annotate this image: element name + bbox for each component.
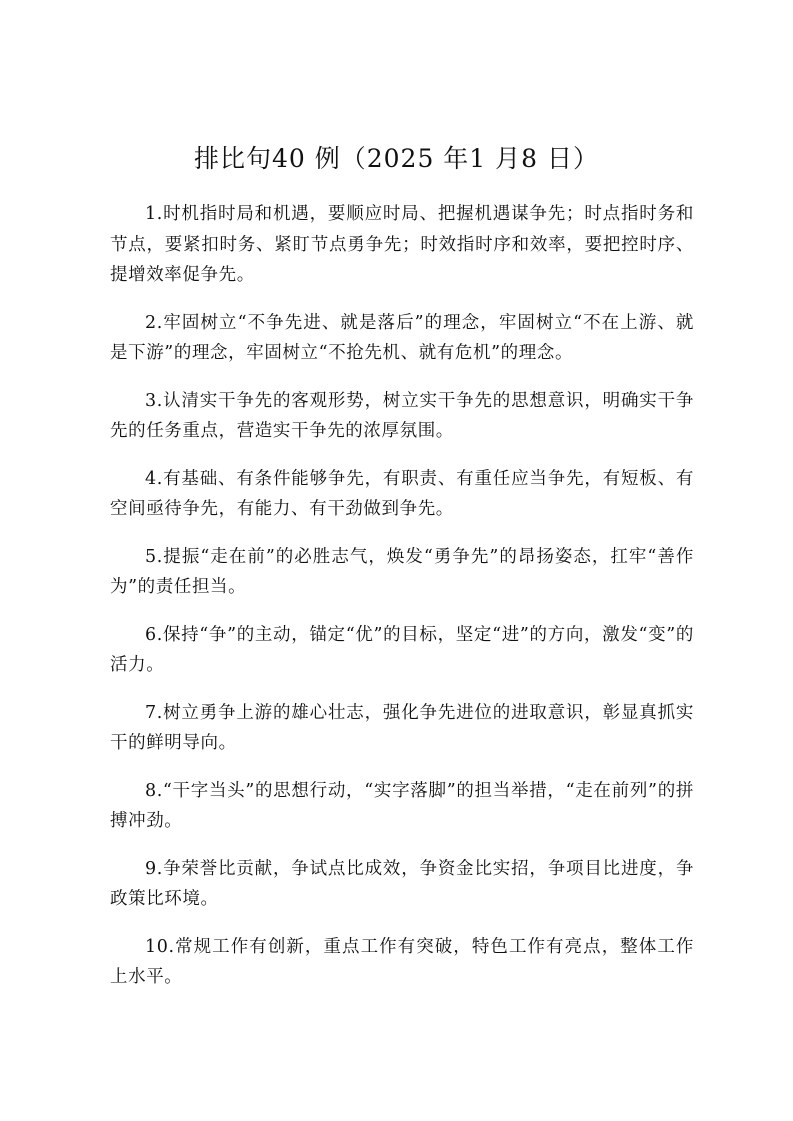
- list-item: 1.时机指时局和机遇，要顺应时局、把握机遇谋争先；时点指时务和节点，要紧扣时务、紧盯节点勇争先；时效指时序和效率，要把控时序、提增效率促争先。: [110, 204, 694, 285]
- sentence-list: [110, 199, 694, 1010]
- list-item: 9.争荣誉比贡献，争试点比成效，争资金比实招，争项目比进度，争政策比环境。: [110, 858, 694, 909]
- list-item: 10.常规工作有创新，重点工作有突破，特色工作有亮点，整体工作上水平。: [110, 936, 694, 987]
- list-item: 4.有基础、有条件能够争先，有职责、有重任应当争先，有短板、有空间亟待争先，有能力、有干劲做到争先。: [110, 468, 694, 519]
- list-item: 8.“干字当头”的思想行动，“实字落脚”的担当举措，“走在前列”的拼搏冲劲。: [110, 780, 694, 831]
- list-item: 6.保持“争”的主动，锚定“优”的目标，坚定“进”的方向，激发“变”的活力。: [110, 624, 694, 675]
- list-item: 5.提振“走在前”的必胜志气，焕发“勇争先”的昂扬姿态，扛牢“善作为”的责任担当。: [110, 546, 694, 597]
- list-item: 2.牢固树立“不争先进、就是落后”的理念，牢固树立“不在上游、就是下游”的理念，牢固树立“不抢先机、就有危机”的理念。: [110, 312, 694, 363]
- list-item: 3.认清实干争先的客观形势，树立实干争先的思想意识，明确实干争先的任务重点，营造实干争先的浓厚氛围。: [110, 390, 694, 441]
- document-title: 排比句40 例（2025 年1 月8 日）: [193, 144, 600, 173]
- list-item: 7.树立勇争上游的雄心壮志，强化争先进位的进取意识，彰显真抓实干的鲜明导向。: [110, 702, 694, 753]
